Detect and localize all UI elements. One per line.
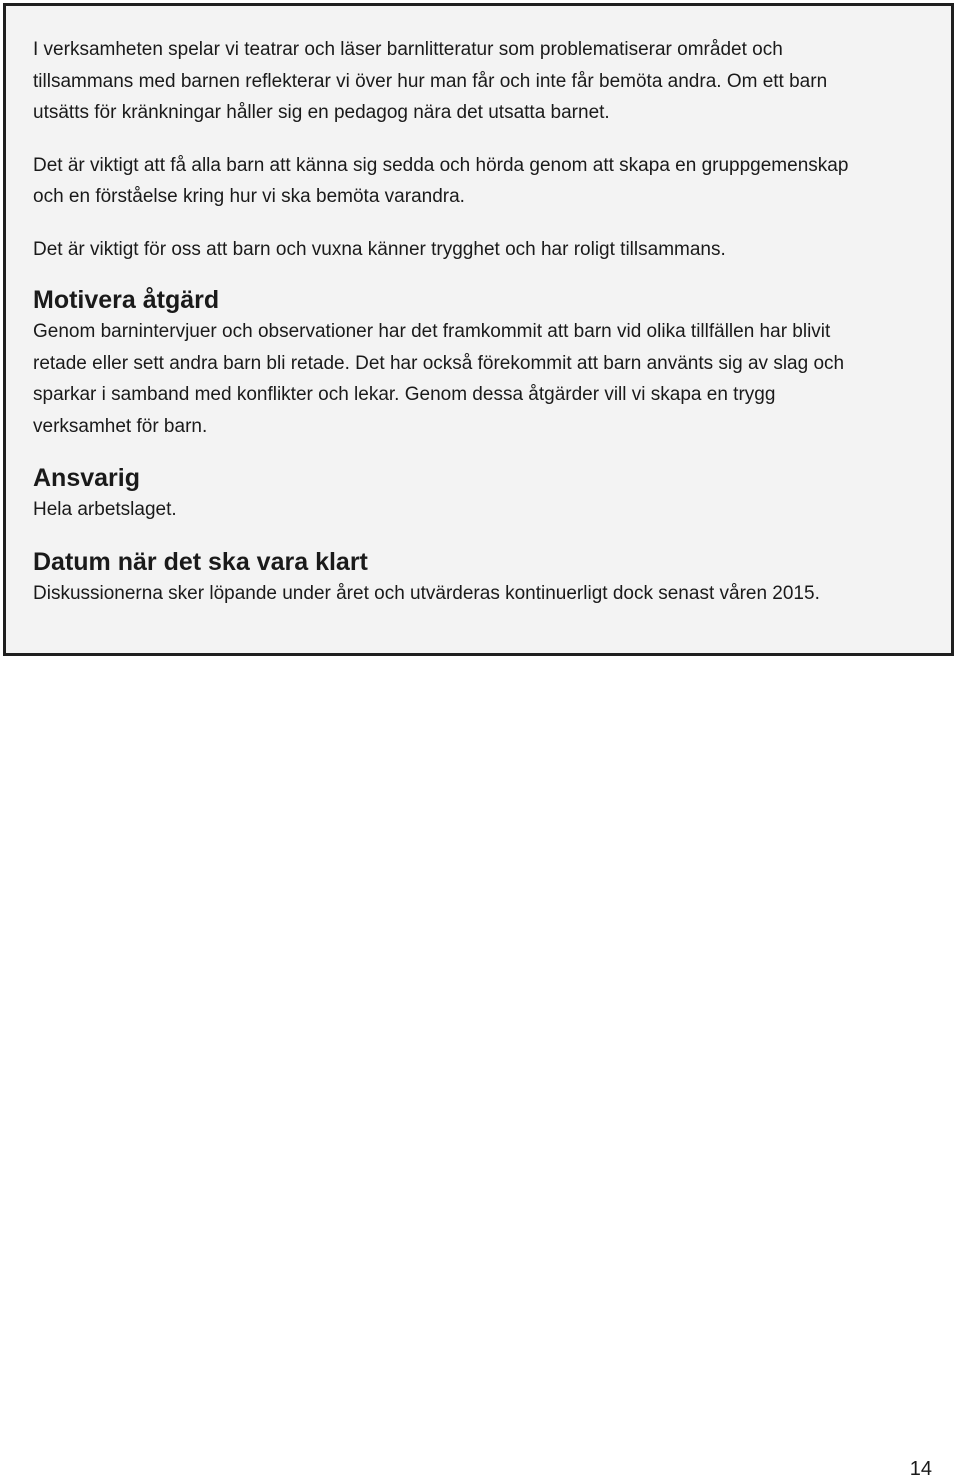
content-box (3, 3, 954, 656)
intro-line: tillsammans med barnen reflekterar vi över hur man får och inte får bemöta andra. Om ett barn (33, 70, 828, 92)
motivera-heading: Motivera åtgärd (33, 286, 220, 314)
motivera-line: sparkar i samband med konflikter och lekar. Genom dessa åtgärder vill vi skapa en trygg (33, 384, 776, 405)
motivera-line: retade eller sett andra barn bli retade. Det har också förekommit att barn använts sig av slag och (33, 352, 845, 374)
datum-heading: Datum när det ska vara klart (33, 547, 368, 576)
intro-line: I verksamheten spelar vi teatrar och läser barnlitteratur som problematiserar området och (33, 39, 783, 60)
box-content (33, 34, 933, 609)
paragraph-line: och en förståelse kring hur vi ska bemöta varandra. (33, 186, 465, 207)
motivera-line: verksamhet för barn. (33, 415, 208, 437)
ansvarig-text: Hela arbetslaget. (33, 499, 177, 520)
paragraph-line: Det är viktigt för oss att barn och vuxna känner trygghet och har roligt tillsammans. (33, 238, 726, 260)
page-number: 14 (909, 1458, 932, 1480)
paragraph-line: Det är viktigt att få alla barn att känna sig sedda och hörda genom att skapa en gruppgemenskap (33, 154, 849, 176)
motivera-line: Genom barnintervjuer och observationer har det framkommit att barn vid olika tillfällen har blivit (33, 321, 831, 342)
intro-line: utsätts för kränkningar håller sig en pedagog nära det utsatta barnet. (33, 102, 610, 123)
ansvarig-heading: Ansvarig (33, 464, 140, 492)
datum-text: Diskussionerna sker löpande under året och utvärderas kontinuerligt dock senast våren 2015. (33, 582, 820, 604)
